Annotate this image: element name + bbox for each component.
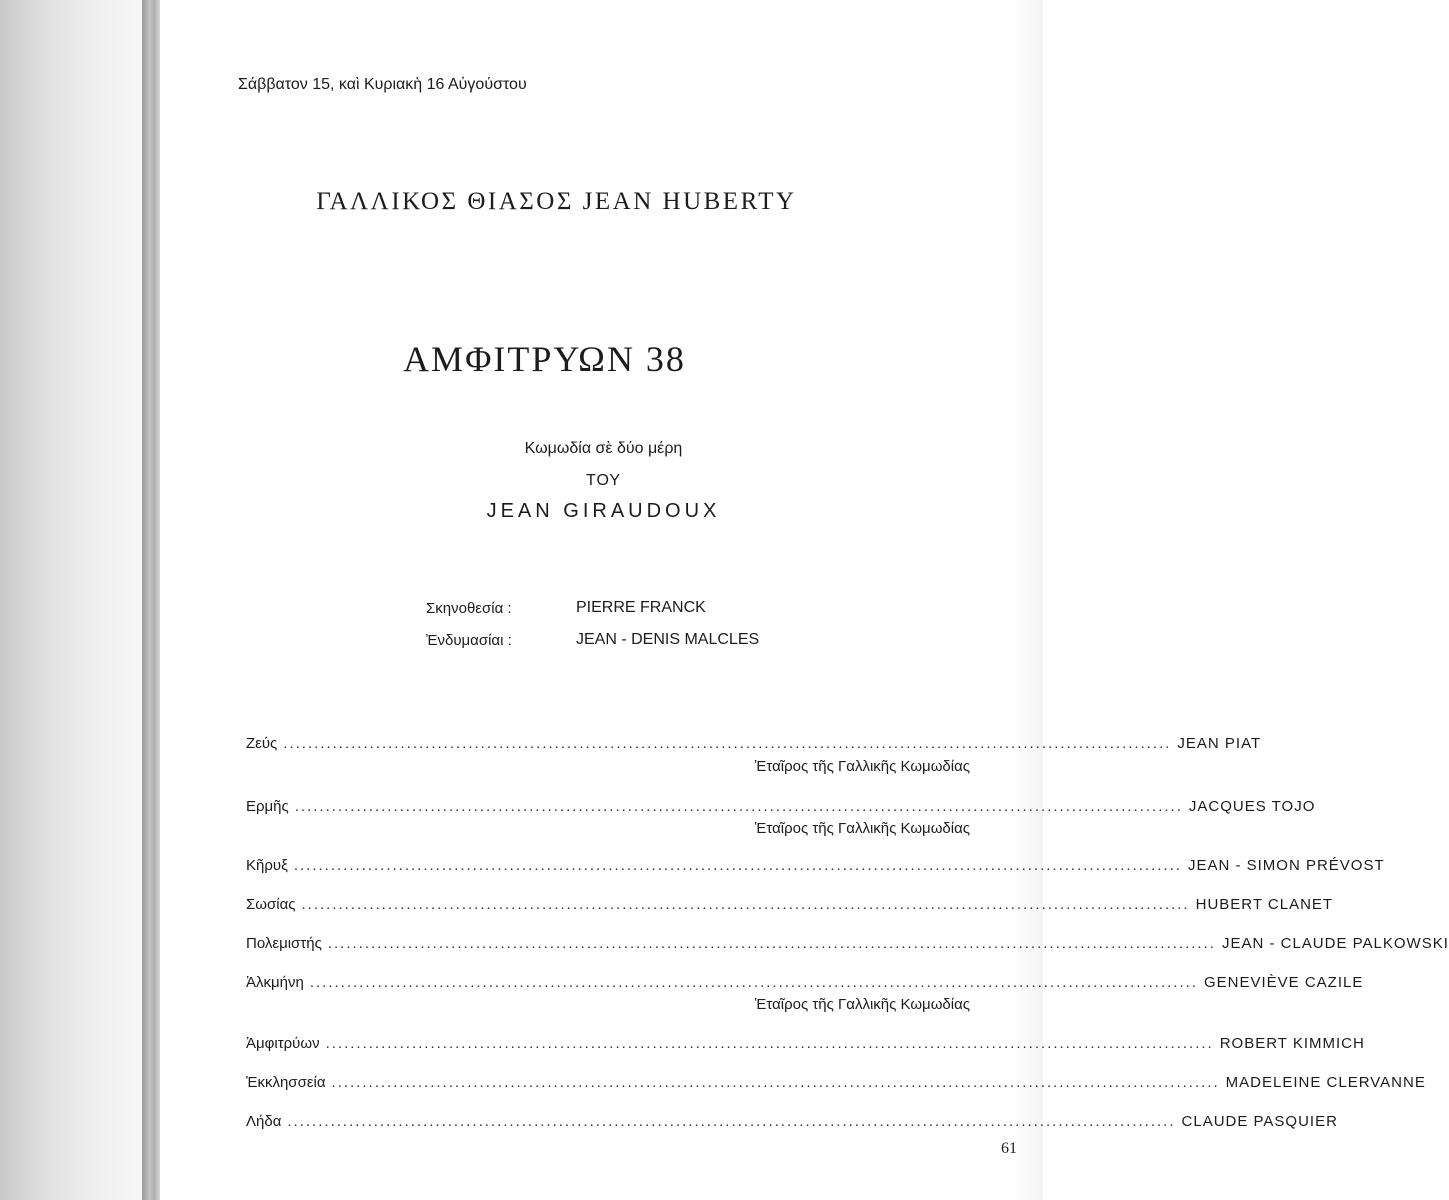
cast-role: Ἀμφιτρύων: [246, 1035, 320, 1052]
cast-row: [246, 1113, 1338, 1130]
cast-actor: JEAN - CLAUDE PALKOWSKI: [1221, 935, 1449, 952]
cast-actor: CLAUDE PASQUIER: [1181, 1113, 1338, 1130]
page-number: 61: [1001, 1140, 1017, 1157]
cast-actor: MADELEINE CLERVANNE: [1225, 1074, 1426, 1091]
credit-value-costumes: JEAN - DENIS MALCLES: [576, 631, 760, 648]
by-line: ΤΟΥ: [585, 472, 622, 489]
cast-row: [246, 896, 1334, 913]
cast-role: Ἐκκλησσεία: [246, 1074, 326, 1091]
cast-note: Ἑταῖρος τῆς Γαλλικῆς Κωμωδίας: [754, 758, 970, 775]
cast-row: [246, 974, 1364, 991]
troupe-heading: ΓΑΛΛΙΚΟΣ ΘΙΑΣΟΣ JEAN HUBERTY: [316, 188, 797, 215]
credit-value-director: PIERRE FRANCK: [576, 599, 706, 616]
credit-label-director: Σκηνοθεσία :: [426, 600, 512, 617]
performance-date: Σάββατον 15, καὶ Κυριακὴ 16 Αὐγούστου: [238, 76, 527, 93]
leader-dots: ................................................................................................................................................: [327, 935, 1216, 952]
leader-dots: ................................................................................................................................................: [301, 896, 1190, 913]
book-gutter: [142, 0, 160, 1200]
cast-role: Πολεμιστής: [246, 935, 322, 952]
cast-note: Ἑταῖρος τῆς Γαλλικῆς Κωμωδίας: [754, 996, 970, 1013]
leader-dots: ................................................................................................................................................: [283, 735, 1172, 752]
leader-dots: ................................................................................................................................................: [309, 974, 1198, 991]
cast-row: [246, 935, 1449, 952]
cast-row: [246, 1074, 1426, 1091]
play-subtitle: Κωμωδία σὲ δύο μέρη: [524, 440, 683, 457]
cast-actor: JEAN PIAT: [1177, 735, 1262, 752]
cast-role: Ἀλκμήνη: [246, 974, 304, 991]
cast-role: Σωσίας: [246, 896, 296, 913]
facing-page-shadow: [0, 0, 142, 1200]
cast-role: Ερμῆς: [246, 798, 289, 815]
leader-dots: ................................................................................................................................................: [294, 798, 1183, 815]
cast-actor: JACQUES TOJO: [1188, 798, 1316, 815]
cast-row: [246, 857, 1385, 874]
cast-role: Ζεύς: [246, 735, 278, 752]
leader-dots: ................................................................................................................................................: [331, 1074, 1220, 1091]
cast-actor: ROBERT KIMMICH: [1219, 1035, 1365, 1052]
author-name: JEAN GIRAUDOUX: [486, 500, 721, 522]
cast-role: Κῆρυξ: [246, 857, 288, 874]
page-edge: [1013, 0, 1043, 1200]
cast-actor: JEAN - SIMON PRÉVOST: [1187, 857, 1385, 874]
leader-dots: ................................................................................................................................................: [293, 857, 1182, 874]
cast-actor: GENEVIÈVE CAZILE: [1203, 974, 1364, 991]
play-title: ΑΜΦΙΤΡΥΩΝ 38: [403, 339, 686, 379]
cast-row: [246, 1035, 1365, 1052]
cast-note: Ἑταῖρος τῆς Γαλλικῆς Κωμωδίας: [754, 820, 970, 837]
cast-role: Λήδα: [246, 1113, 282, 1130]
cast-actor: HUBERT CLANET: [1195, 896, 1334, 913]
leader-dots: ................................................................................................................................................: [325, 1035, 1214, 1052]
credit-label-costumes: Ἐνδυμασίαι :: [426, 632, 512, 649]
cast-row: [246, 798, 1316, 815]
leader-dots: ................................................................................................................................................: [287, 1113, 1176, 1130]
cast-row: [246, 735, 1262, 752]
